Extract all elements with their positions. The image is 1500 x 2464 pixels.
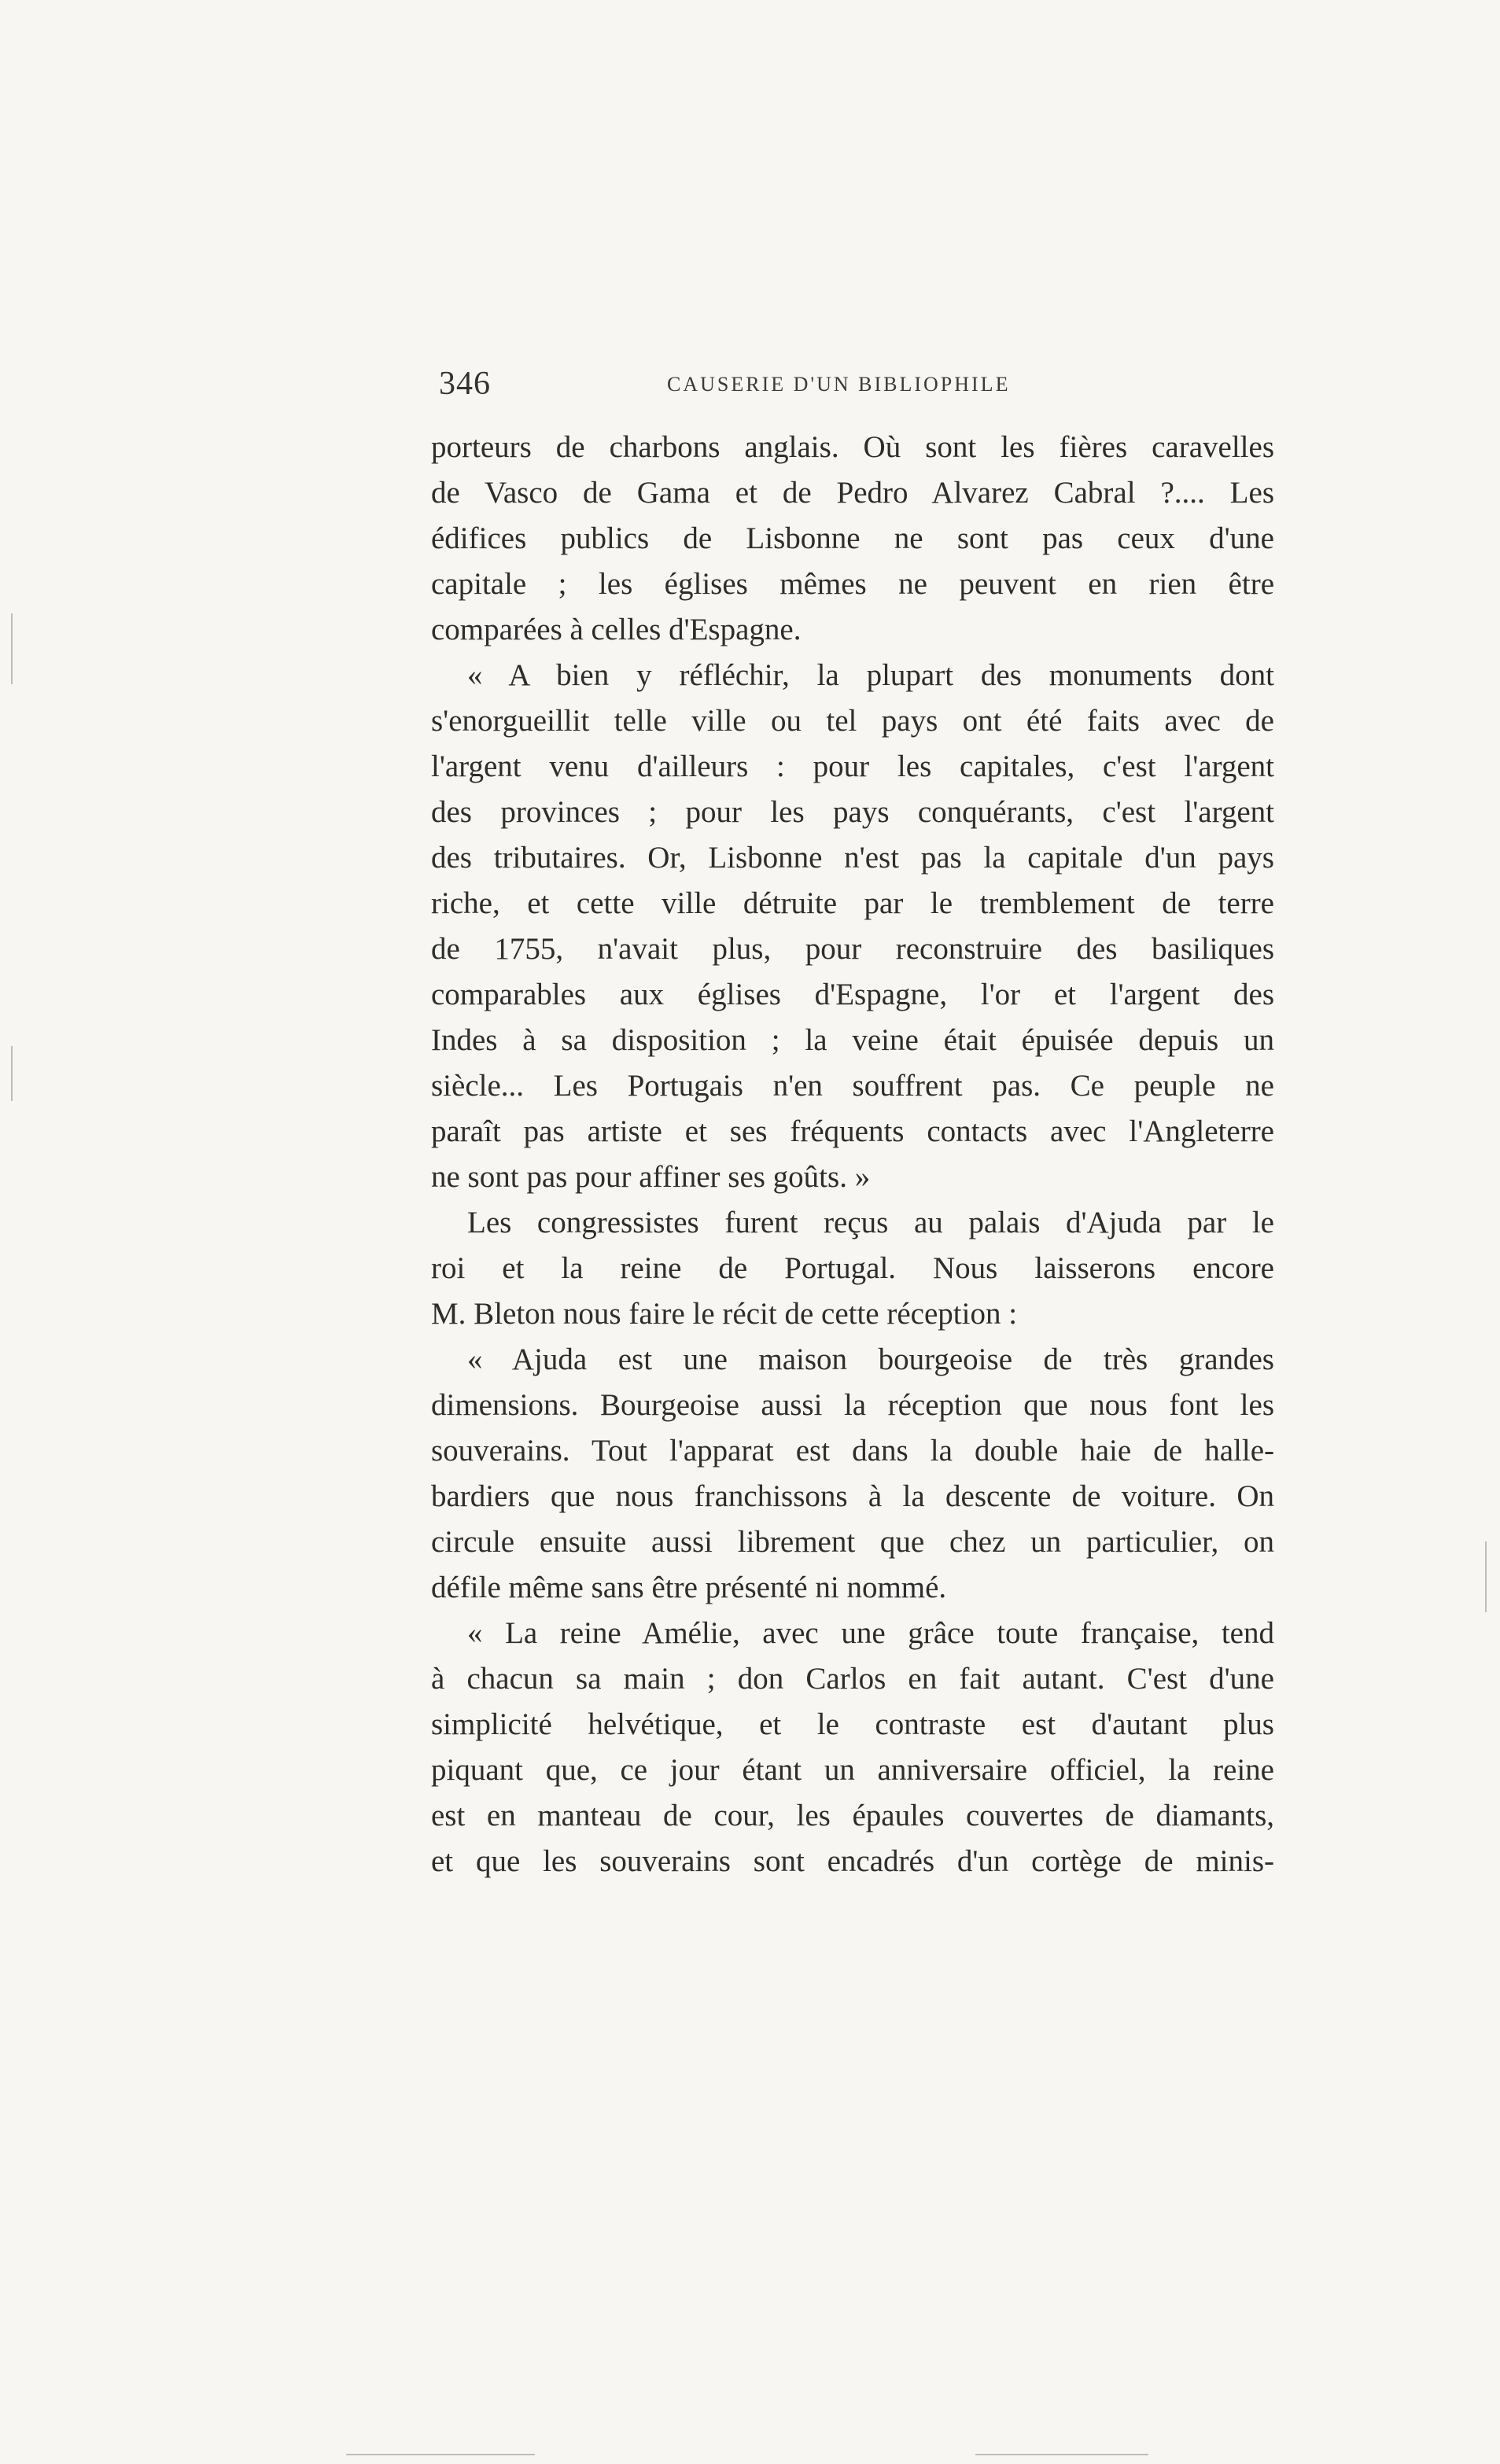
text-line: paraît pas artiste et ses fréquents contacts avec l'Angleterre — [431, 1114, 1274, 1148]
text-line: dimensions. Bourgeoise aussi la réception que nous font les — [431, 1388, 1274, 1422]
text-line: roi et la reine de Portugal. Nous laisserons encore — [431, 1251, 1274, 1285]
text-line: bardiers que nous franchissons à la descente de voiture. On — [431, 1479, 1274, 1513]
text-line: s'enorgueillit telle ville ou tel pays ont été faits avec de — [431, 704, 1274, 738]
bottom-edge-line — [346, 2454, 535, 2455]
running-head: CAUSERIE D'UN BIBLIOPHILE — [667, 373, 1011, 396]
text-line: défile même sans être présenté ni nommé. — [431, 1571, 947, 1604]
text-line: « La reine Amélie, avec une grâce toute française, tend — [467, 1616, 1274, 1650]
text-line: M. Bleton nous faire le récit de cette réception : — [431, 1297, 1018, 1331]
text-line: piquant que, ce jour étant un anniversaire officiel, la reine — [431, 1753, 1274, 1787]
text-line: siècle... Les Portugais n'en souffrent pas. Ce peuple ne — [431, 1069, 1274, 1103]
text-line: Indes à sa disposition ; la veine était épuisée depuis un — [431, 1023, 1274, 1057]
text-line: édifices publics de Lisbonne ne sont pas ceux d'une — [431, 521, 1274, 555]
text-line: à chacun sa main ; don Carlos en fait autant. C'est d'une — [431, 1662, 1274, 1696]
text-line: capitale ; les églises mêmes ne peuvent en rien être — [431, 567, 1274, 601]
text-line: souverains. Tout l'apparat est dans la double haie de halle- — [431, 1434, 1274, 1468]
text-line: est en manteau de cour, les épaules couvertes de diamants, — [431, 1799, 1274, 1832]
text-line: comparées à celles d'Espagne. — [431, 613, 802, 646]
text-line: simplicité helvétique, et le contraste est d'autant plus — [431, 1707, 1274, 1741]
text-line: ne sont pas pour affiner ses goûts. » — [431, 1160, 871, 1194]
text-line: riche, et cette ville détruite par le tremblement de terre — [431, 886, 1274, 920]
text-line: de Vasco de Gama et de Pedro Alvarez Cabral ?.... Les — [431, 476, 1274, 510]
text-line: des tributaires. Or, Lisbonne n'est pas la capitale d'un pays — [431, 841, 1274, 875]
text-line: circule ensuite aussi librement que chez un particulier, on — [431, 1525, 1274, 1559]
text-line: comparables aux églises d'Espagne, l'or et l'argent des — [431, 978, 1274, 1011]
left-margin-mark — [11, 613, 13, 684]
text-line: Les congressistes furent reçus au palais d'Ajuda par le — [467, 1206, 1274, 1239]
text-line: et que les souverains sont encadrés d'un cortège de minis- — [431, 1844, 1274, 1878]
text-line: des provinces ; pour les pays conquérants, c'est l'argent — [431, 795, 1274, 829]
text-line: « A bien y réfléchir, la plupart des monuments dont — [467, 658, 1274, 692]
text-line: porteurs de charbons anglais. Où sont les fières caravelles — [431, 430, 1274, 464]
bottom-edge-line — [975, 2454, 1148, 2455]
left-margin-mark — [11, 1046, 13, 1101]
text-line: « Ajuda est une maison bourgeoise de très grandes — [467, 1342, 1274, 1376]
text-line: de 1755, n'avait plus, pour reconstruire des basiliques — [431, 932, 1274, 966]
right-margin-mark — [1485, 1541, 1487, 1612]
page-number: 346 — [439, 366, 491, 402]
text-line: l'argent venu d'ailleurs : pour les capitales, c'est l'argent — [431, 750, 1274, 783]
page-header — [431, 360, 1288, 407]
body-text — [431, 425, 1274, 1884]
